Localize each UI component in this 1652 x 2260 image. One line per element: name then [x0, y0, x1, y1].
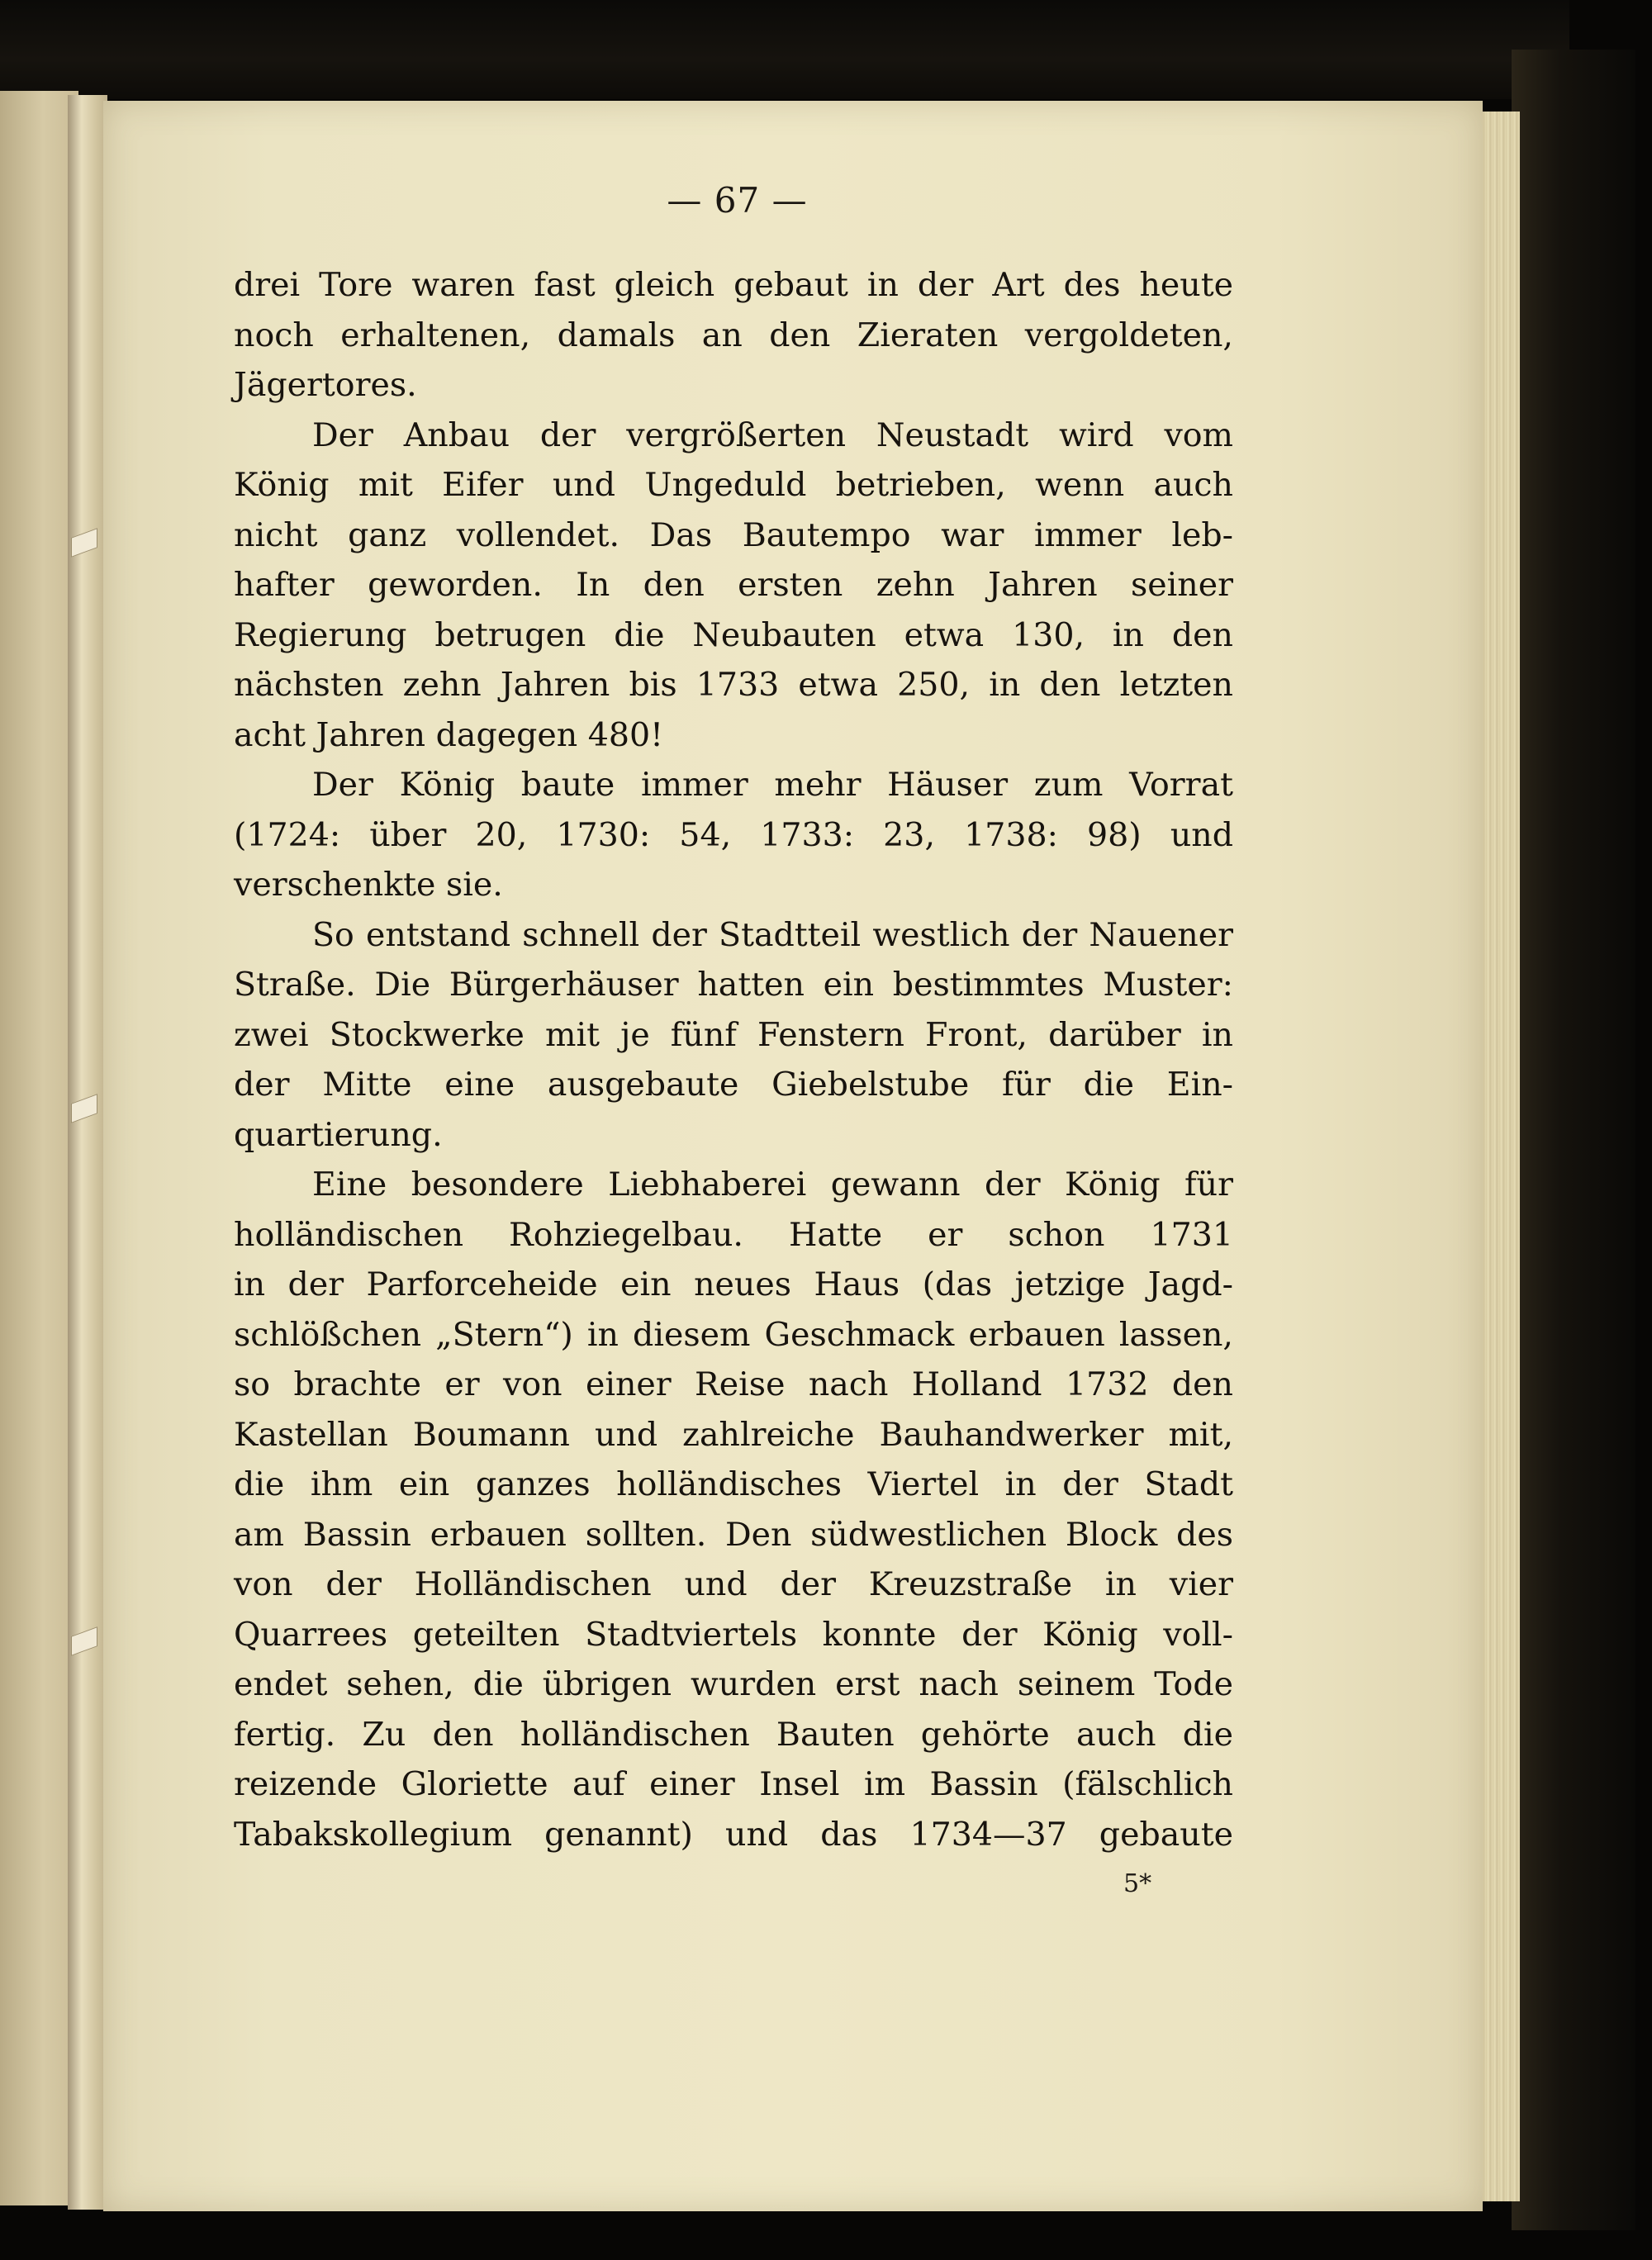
text-line: nicht ganz vollendet. Das Bautempo war immer leb- [234, 515, 1233, 554]
text-line: Der Anbau der vergrößerten Neustadt wird vom [312, 415, 1233, 454]
text-line: von der Holländischen und der Kreuzstraße in vier [234, 1565, 1233, 1603]
text-line: nächsten zehn Jahren bis 1733 etwa 250, in den letzten [234, 666, 1233, 704]
text-line: (1724: über 20, 1730: 54, 1733: 23, 1738: 98) und [234, 815, 1233, 854]
text-line: endet sehen, die übrigen wurden erst nach seinem Tode [234, 1665, 1233, 1703]
text-line: so brachte er von einer Reise nach Holland 1732 den [234, 1365, 1233, 1403]
left-page-edge [0, 91, 78, 2205]
text-line: quartierung. [234, 1115, 443, 1154]
text-line: Tabakskollegium genannt) und das 1734—37 gebaute [234, 1815, 1233, 1854]
text-line: Der König baute immer mehr Häuser zum Vorrat [312, 766, 1233, 804]
book-cover-top [0, 0, 1569, 99]
text-line: fertig. Zu den holländischen Bauten gehörte auch die [234, 1715, 1233, 1754]
text-line: zwei Stockwerke mit je fünf Fenstern Front, darüber in [234, 1015, 1233, 1054]
text-line: der Mitte eine ausgebaute Giebelstube für die Ein- [234, 1066, 1233, 1104]
book-cover-right [1512, 50, 1635, 2230]
text-line: So entstand schnell der Stadtteil westlich der Nauener [312, 915, 1233, 954]
text-line: hafter geworden. In den ersten zehn Jahren seiner [234, 566, 1233, 604]
text-line: die ihm ein ganzes holländisches Viertel in der Stadt [234, 1465, 1233, 1503]
text-line: Jägertores. [234, 366, 417, 404]
text-line: holländischen Rohziegelbau. Hatte er schon 1731 [234, 1215, 1233, 1254]
text-line: Straße. Die Bürgerhäuser hatten ein bestimmtes Muster: [234, 966, 1233, 1004]
text-line: reizende Gloriette auf einer Insel im Bassin (fälschlich [234, 1765, 1233, 1803]
text-line: verschenkte sie. [234, 866, 503, 904]
text-line: am Bassin erbauen sollten. Den südwestlichen Block des [234, 1515, 1233, 1554]
text-line: noch erhaltenen, damals an den Zieraten vergoldeten, [234, 316, 1233, 354]
text-line: Eine besondere Liebhaberei gewann der König für [312, 1166, 1233, 1204]
text-line: drei Tore waren fast gleich gebaut in der Art des heute [234, 266, 1233, 304]
page-number: — 67 — [667, 180, 808, 221]
text-line: König mit Eifer und Ungeduld betrieben, wenn auch [234, 466, 1233, 504]
signature-mark: 5* [1123, 1869, 1152, 1898]
text-line: Kastellan Boumann und zahlreiche Bauhandwerker mit, [234, 1415, 1233, 1454]
text-line: acht Jahren dagegen 480! [234, 715, 664, 754]
text-line: Regierung betrugen die Neubauten etwa 130, in den [234, 615, 1233, 654]
text-line: Quarrees geteilten Stadtviertels konnte der König voll- [234, 1615, 1233, 1654]
book-gutter [68, 95, 107, 2210]
text-line: schlößchen „Stern“) in diesem Geschmack erbauen lassen, [234, 1315, 1233, 1354]
text-line: in der Parforceheide ein neues Haus (das jetzige Jagd- [234, 1265, 1233, 1303]
body-text [234, 260, 1233, 1859]
